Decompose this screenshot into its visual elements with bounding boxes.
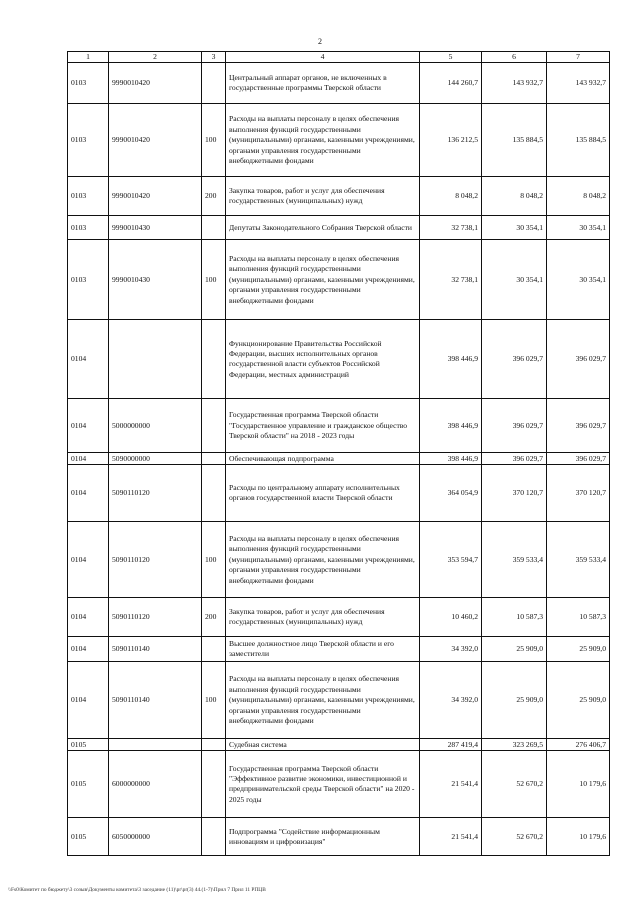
table-row [68,598,610,637]
cell-type: 200 [202,598,226,637]
cell-v7: 25 909,0 [547,637,610,662]
cell-v7: 396 029,7 [547,320,610,399]
cell-v5: 21 541,4 [420,818,482,856]
cell-section: 0104 [68,598,109,637]
table-row [68,751,610,818]
cell-v7: 135 884,5 [547,104,610,177]
cell-code [109,739,202,751]
cell-v5: 398 446,9 [420,399,482,453]
cell-section: 0105 [68,751,109,818]
cell-v7: 10 179,6 [547,751,610,818]
cell-v7: 30 354,1 [547,216,610,240]
cell-section: 0104 [68,399,109,453]
column-header: 5 [420,52,482,63]
table-row [68,662,610,739]
cell-v5: 364 054,9 [420,465,482,522]
budget-table [67,51,610,856]
cell-type [202,216,226,240]
cell-v5: 10 460,2 [420,598,482,637]
cell-code: 5000000000 [109,399,202,453]
cell-code: 9990010420 [109,104,202,177]
cell-v5: 353 594,7 [420,522,482,598]
table-row [68,216,610,240]
cell-name: Обеспечивающая подпрограмма [226,453,420,465]
cell-type [202,465,226,522]
cell-name: Расходы на выплаты персоналу в целях обеспечения выполнения функций государственными (муниципальными) органами, казенными учреждениями, органами управления государственными внебюджетными фондами [226,662,420,739]
table-row [68,465,610,522]
cell-type [202,739,226,751]
cell-v5: 32 738,1 [420,240,482,320]
cell-name: Закупка товаров, работ и услуг для обеспечения государственных (муниципальных) нужд [226,177,420,216]
cell-v5: 144 260,7 [420,63,482,104]
cell-name: Высшее должностное лицо Тверской области и его заместители [226,637,420,662]
cell-type [202,637,226,662]
cell-v7: 30 354,1 [547,240,610,320]
cell-v6: 25 909,0 [482,662,547,739]
cell-section: 0104 [68,465,109,522]
cell-v6: 359 533,4 [482,522,547,598]
cell-name: Центральный аппарат органов, не включенных в государственные программы Тверской области [226,63,420,104]
cell-v5: 398 446,9 [420,453,482,465]
cell-type: 100 [202,662,226,739]
column-header: 6 [482,52,547,63]
cell-name: Расходы на выплаты персоналу в целях обеспечения выполнения функций государственными (муниципальными) органами, казенными учреждениями, органами управления государственными внебюджетными фондами [226,104,420,177]
table-row [68,399,610,453]
cell-v6: 396 029,7 [482,399,547,453]
cell-name: Функционирование Правительства Российской Федерации, высших исполнительных органов государственной власти субъектов Российской Федерации, местных администраций [226,320,420,399]
table-row [68,320,610,399]
cell-section: 0104 [68,453,109,465]
cell-section: 0103 [68,177,109,216]
cell-type [202,63,226,104]
table-row [68,453,610,465]
cell-type [202,818,226,856]
cell-v7: 359 533,4 [547,522,610,598]
column-header: 7 [547,52,610,63]
cell-type [202,453,226,465]
cell-v6: 52 670,2 [482,818,547,856]
table-row [68,818,610,856]
cell-type [202,320,226,399]
cell-code: 6050000000 [109,818,202,856]
cell-code: 9990010420 [109,177,202,216]
cell-name: Государственная программа Тверской области "Эффективное развитие экономики, инвестиционной и предпринимательской среды Тверской области" на 2020 - 2025 годы [226,751,420,818]
cell-name: Закупка товаров, работ и услуг для обеспечения государственных (муниципальных) нужд [226,598,420,637]
cell-code: 5090110140 [109,662,202,739]
cell-v5: 136 212,5 [420,104,482,177]
cell-name: Расходы на выплаты персоналу в целях обеспечения выполнения функций государственными (муниципальными) органами, казенными учреждениями, органами управления государственными внебюджетными фондами [226,522,420,598]
cell-v6: 10 587,3 [482,598,547,637]
table-row [68,637,610,662]
table-row [68,522,610,598]
cell-v6: 396 029,7 [482,453,547,465]
cell-section: 0104 [68,320,109,399]
cell-name: Подпрограмма "Содействие информационным инновациям и цифровизация" [226,818,420,856]
cell-name: Расходы на выплаты персоналу в целях обеспечения выполнения функций государственными (муниципальными) органами, казенными учреждениями, органами управления государственными внебюджетными фондами [226,240,420,320]
cell-v7: 396 029,7 [547,453,610,465]
cell-v6: 30 354,1 [482,240,547,320]
cell-v7: 10 587,3 [547,598,610,637]
cell-name: Судебная система [226,739,420,751]
cell-section: 0103 [68,240,109,320]
column-header: 1 [68,52,109,63]
column-header: 4 [226,52,420,63]
cell-section: 0104 [68,637,109,662]
cell-name: Государственная программа Тверской области "Государственное управление и гражданское общество Тверской области" на 2018 - 2023 годы [226,399,420,453]
file-path-footer: \\Fs0\Комитет по бюджету\3 созыв\Документы комитета\3 заседание (11)\pr\pr(3) 44.(1-7)\Прил 7 Прил 11 РПЦВ [8,887,266,893]
cell-code: 5090110120 [109,598,202,637]
cell-code: 5090000000 [109,453,202,465]
cell-v5: 34 392,0 [420,662,482,739]
cell-v7: 370 120,7 [547,465,610,522]
cell-type [202,399,226,453]
cell-v7: 10 179,6 [547,818,610,856]
cell-section: 0104 [68,662,109,739]
cell-v5: 32 738,1 [420,216,482,240]
cell-name: Депутаты Законодательного Собрания Тверской области [226,216,420,240]
table-row [68,63,610,104]
cell-v7: 25 909,0 [547,662,610,739]
cell-section: 0105 [68,739,109,751]
cell-section: 0103 [68,104,109,177]
cell-v6: 396 029,7 [482,320,547,399]
column-header: 2 [109,52,202,63]
cell-v6: 370 120,7 [482,465,547,522]
page-number: 2 [318,37,322,46]
cell-v5: 8 048,2 [420,177,482,216]
cell-code: 5090110120 [109,465,202,522]
cell-type: 100 [202,240,226,320]
cell-v6: 323 269,5 [482,739,547,751]
cell-section: 0103 [68,216,109,240]
cell-v6: 30 354,1 [482,216,547,240]
cell-code: 5090110120 [109,522,202,598]
cell-v7: 396 029,7 [547,399,610,453]
cell-v6: 135 884,5 [482,104,547,177]
column-header: 3 [202,52,226,63]
table-row [68,177,610,216]
cell-type [202,751,226,818]
cell-v6: 25 909,0 [482,637,547,662]
cell-v5: 34 392,0 [420,637,482,662]
cell-v7: 143 932,7 [547,63,610,104]
cell-section: 0104 [68,522,109,598]
cell-v5: 21 541,4 [420,751,482,818]
cell-code [109,320,202,399]
cell-name: Расходы по центральному аппарату исполнительных органов государственной власти Тверской области [226,465,420,522]
table-row [68,104,610,177]
cell-section: 0105 [68,818,109,856]
cell-code: 6000000000 [109,751,202,818]
cell-type: 100 [202,104,226,177]
table-row [68,240,610,320]
cell-v5: 398 446,9 [420,320,482,399]
cell-code: 9990010430 [109,216,202,240]
cell-v6: 143 932,7 [482,63,547,104]
cell-code: 9990010430 [109,240,202,320]
table-row [68,739,610,751]
cell-v6: 8 048,2 [482,177,547,216]
cell-type: 100 [202,522,226,598]
header-row [68,52,610,63]
cell-type: 200 [202,177,226,216]
cell-section: 0103 [68,63,109,104]
cell-v6: 52 670,2 [482,751,547,818]
cell-code: 5090110140 [109,637,202,662]
cell-v5: 287 419,4 [420,739,482,751]
cell-v7: 8 048,2 [547,177,610,216]
cell-code: 9990010420 [109,63,202,104]
cell-v7: 276 406,7 [547,739,610,751]
